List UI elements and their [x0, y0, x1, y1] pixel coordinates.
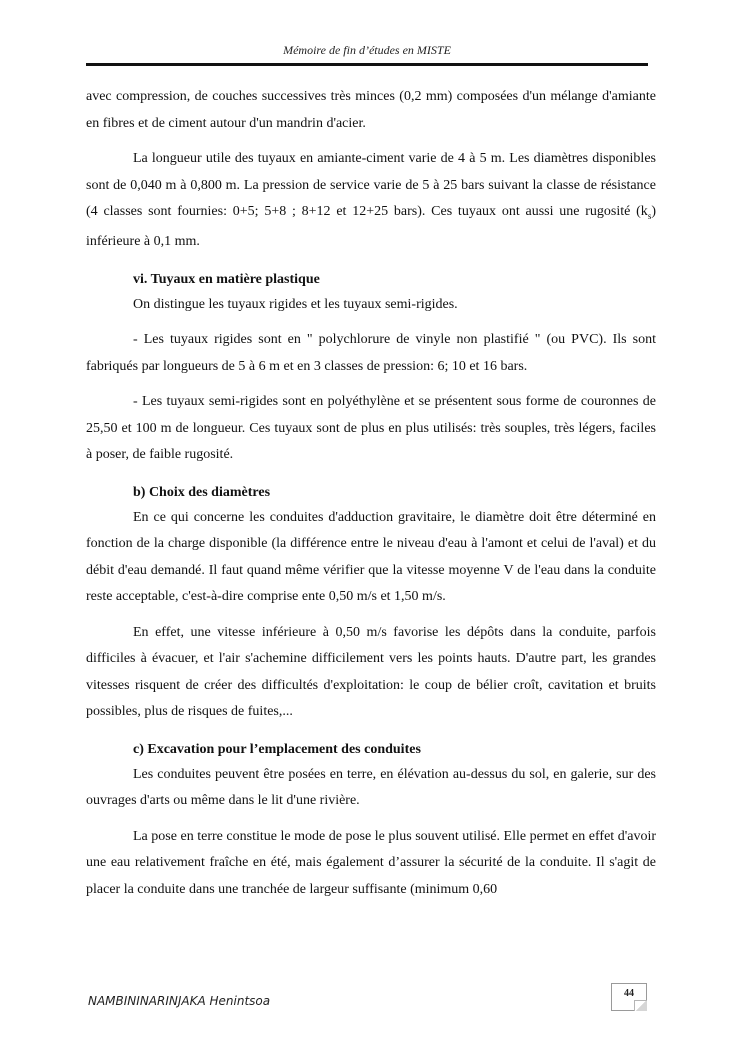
- paragraph-5: - Les tuyaux semi-rigides sont en polyéthylène et se présentent sous forme de couronnes de 25,50 et 100 m de longueur. Ces tuyaux sont de plus en plus utilisés: très souples, très légers, faciles à poser, de faible rugosité.: [86, 394, 656, 463]
- paragraph-9: La pose en terre constitue le mode de pose le plus souvent utilisé. Elle permet en effet d'avoir une eau relativement fraîche en été, mais également d’assurer la sécurité de la conduite. Il s'agit de placer la conduite dans une tranchée de largeur suffisante (minimum 0,60: [86, 828, 656, 897]
- paragraph-2-text-a: La longueur utile des tuyaux en amiante-ciment varie de 4 à 5 m. Les diamètres disponibles sont de 0,040 m à 0,800 m. La pression de service varie de 5 à 25 bars suivant la classe de résistance (4 classes sont fournies: 0+5; 5+8 ; 8+12 et 12+25 bars). Ces tuyaux ont aussi une rugosité (k: [86, 151, 656, 219]
- heading-b: b) Choix des diamètres: [133, 484, 271, 500]
- paragraph-3: On distingue les tuyaux rigides et les tuyaux semi-rigides.: [133, 296, 458, 312]
- page-number: 44: [624, 988, 634, 999]
- paragraph-6: En ce qui concerne les conduites d'adduction gravitaire, le diamètre doit être déterminé en fonction de la charge disponible (la différence entre le niveau d'eau à l'amont et celui de l'aval) et du débit d'eau demandé. Il faut quand même vérifier que la vitesse moyenne V de l'eau dans la conduite reste acceptable, c'est-à-dire comprise ente 0,50 m/s et 1,50 m/s.: [86, 509, 656, 605]
- paragraph-8: Les conduites peuvent être posées en terre, en élévation au-dessus du sol, en galerie, sur des ouvrages d'arts ou même dans le lit d'une rivière.: [86, 766, 656, 809]
- paragraph-7: En effet, une vitesse inférieure à 0,50 m/s favorise les dépôts dans la conduite, parfois difficiles à évacuer, et l'air s'achemine difficilement vers les points hauts. D'autre part, les grandes vitesses risquent de créer des difficultés d'exploitation: le coup de bélier croît, cavitation et bruits possibles, plus de risques de fuites,...: [86, 624, 656, 720]
- paragraph-2-text-b: ) inférieure à 0,1 mm.: [86, 204, 656, 250]
- paragraph-2-subscript: s: [647, 210, 652, 221]
- paragraph-2: [86, 146, 656, 256]
- paragraph-1: avec compression, de couches successives très minces (0,2 mm) composées d'un mélange d'amiante en fibres et de ciment autour d'un mandrin d'acier.: [86, 89, 656, 131]
- page-number-box: [611, 983, 647, 1011]
- running-header: Mémoire de fin d’études en MISTE: [283, 43, 451, 57]
- footer-author: NAMBININARINJAKA Henintsoa: [88, 994, 271, 1008]
- heading-vi: vi. Tuyaux en matière plastique: [133, 271, 320, 287]
- page-body: [86, 84, 656, 912]
- page-curl-icon: [634, 1000, 647, 1011]
- heading-c: c) Excavation pour l’emplacement des conduites: [133, 741, 421, 757]
- header-rule: [86, 63, 648, 66]
- paragraph-4: - Les tuyaux rigides sont en " polychlorure de vinyle non plastifié " (ou PVC). Ils sont fabriqués par longueurs de 5 à 6 m et en 3 classes de pression: 6; 10 et 16 bars.: [86, 332, 656, 374]
